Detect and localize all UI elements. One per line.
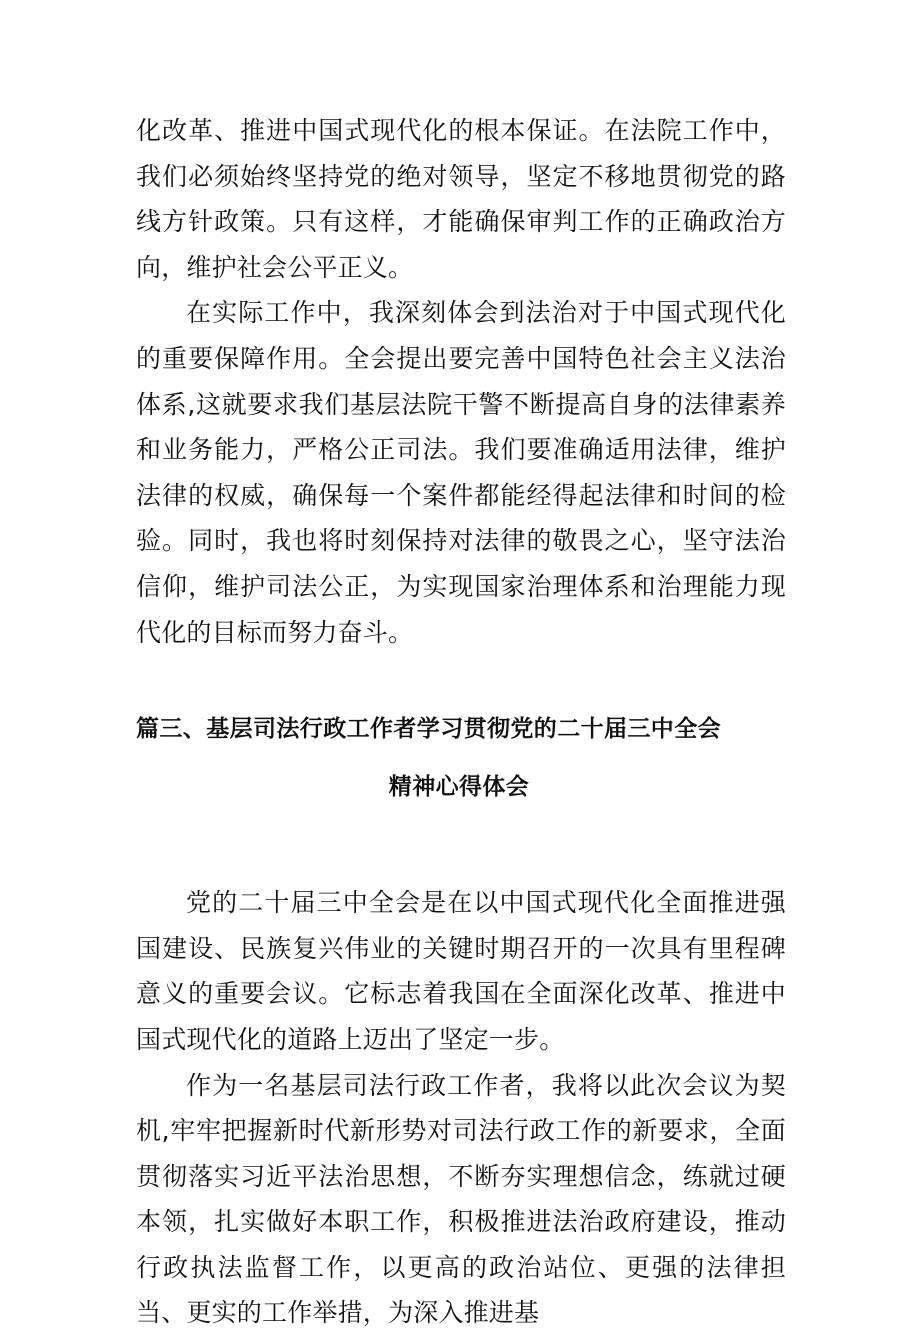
paragraph-2: 在实际工作中，我深刻体会到法治对于中国式现代化的重要保障作用。全会提出要完善中国特色社会主义法治体系,这就要求我们基层法院干警不断提高自身的法律素养和业务能力，严格公正司法。我们要准确适用法律，维护法律的权威，确保每一个案件都能经得起法律和时间的检验。同时，我也将时刻保持对法律的敬畏之心，坚守法治信仰，维护司法公正，为实现国家治理体系和治理能力现代化的目标而努力奋斗。	[136, 290, 786, 655]
section-heading-line-1: 篇三、基层司法行政工作者学习贯彻党的二十届三中全会	[136, 706, 786, 752]
paragraph-4: 作为一名基层司法行政工作者，我将以此次会议为契机,牢牢把握新时代新形势对司法行政工作的新要求，全面贯彻落实习近平法治思想，不断夯实理想信念，练就过硬本领，扎实做好本职工作，积极推进法治政府建设，推动行政执法监督工作，以更高的政治站位、更强的法律担当、更实的工作举措，为深入推进基	[136, 1063, 786, 1336]
section-heading-line-2: 精神心得体会	[136, 764, 786, 810]
document-body	[136, 108, 786, 1336]
paragraph-3: 党的二十届三中全会是在以中国式现代化全面推进强国建设、民族复兴伟业的关键时期召开的一次具有里程碑意义的重要会议。它标志着我国在全面深化改革、推进中国式现代化的道路上迈出了坚定一步。	[136, 880, 786, 1062]
paragraph-1: 化改革、推进中国式现代化的根本保证。在法院工作中，我们必须始终坚持党的绝对领导，坚定不移地贯彻党的路线方针政策。只有这样，才能确保审判工作的正确政治方向，维护社会公平正义。	[136, 108, 786, 290]
